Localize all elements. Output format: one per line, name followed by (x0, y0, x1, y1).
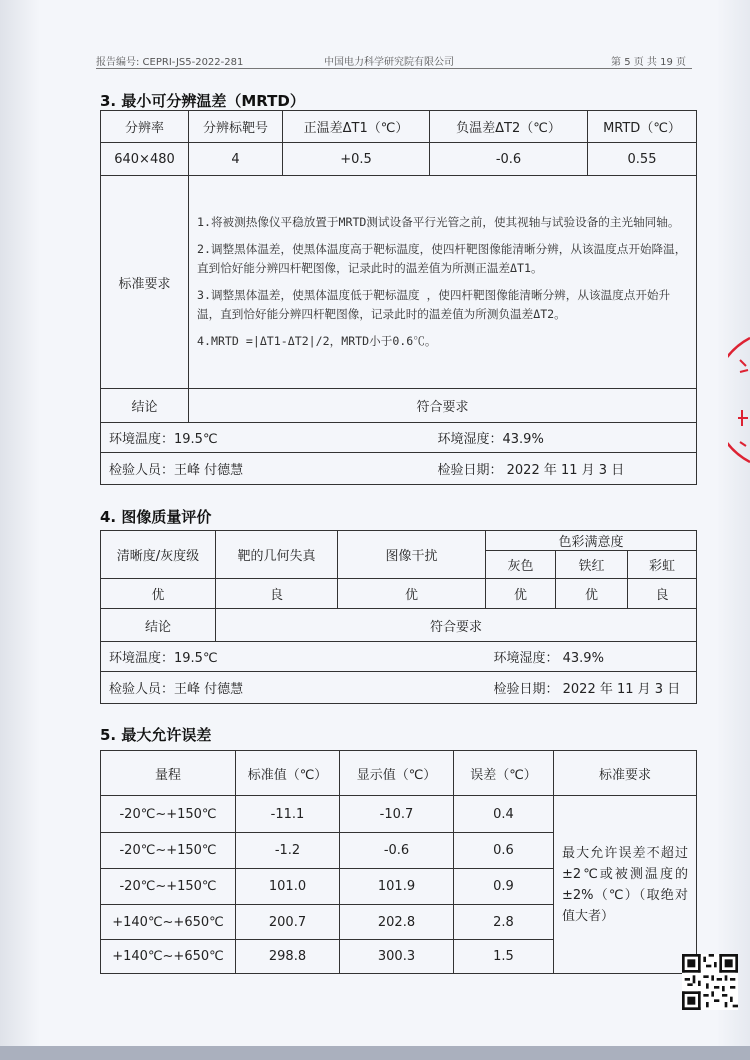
cell-standard-value: 298.8 (236, 940, 340, 974)
requirement-text: 最大允许误差不超过±2℃或被测温度的±2%（℃）（取绝对值大者） (554, 796, 697, 974)
max-error-table (100, 750, 697, 974)
standard-item: 1.将被测热像仪平稳放置于MRTD测试设备平行光管之前，使其视轴与试验设备的主光轴同轴。 (197, 215, 680, 229)
cell-standard-value: 200.7 (236, 905, 340, 940)
header-dt2: 负温差ΔT2（℃） (430, 111, 588, 143)
cell-display-value: -10.7 (340, 796, 454, 833)
cell-standard-value: 101.0 (236, 869, 340, 905)
cell-gray: 优 (486, 579, 556, 609)
standard-item: 2.调整黑体温差，使黑体温度高于靶标温度，使四杆靶图像能清晰分辨，从该温度点开始降温，直到恰好能分辨四杆靶图像，记录此时的温差值为所测正温差ΔT1。 (197, 242, 687, 275)
cell-target-no: 4 (189, 143, 283, 176)
header-iron-red: 铁红 (556, 551, 628, 579)
cell-display-value: -0.6 (340, 833, 454, 869)
cell-error: 1.5 (454, 940, 554, 974)
environment-temperature: 环境温度：19.5℃ (101, 423, 430, 453)
header-color-satisfaction: 色彩满意度 (486, 531, 697, 551)
cell-range: -20℃~+150℃ (101, 796, 236, 833)
conclusion-value: 符合要求 (216, 609, 697, 642)
cell-iron-red: 优 (556, 579, 628, 609)
cell-standard-value: -1.2 (236, 833, 340, 869)
scan-bottom-edge (0, 1046, 750, 1060)
header-gray: 灰色 (486, 551, 556, 579)
environment-temperature: 环境温度：19.5℃ (101, 642, 486, 672)
standard-requirements (189, 176, 697, 389)
cell-display-value: 101.9 (340, 869, 454, 905)
header-resolution: 分辨率 (101, 111, 189, 143)
header-target-no: 分辨标靶号 (189, 111, 283, 143)
cell-error: 0.4 (454, 796, 554, 833)
conclusion-label: 结论 (101, 609, 216, 642)
header-standard-value: 标准值（℃） (236, 751, 340, 796)
cell-distortion: 良 (216, 579, 338, 609)
standard-item: 4.MRTD =|ΔT1-ΔT2|/2，MRTD小于0.6℃。 (197, 334, 437, 348)
header-range: 量程 (101, 751, 236, 796)
cell-range: -20℃~+150℃ (101, 833, 236, 869)
header-requirement: 标准要求 (554, 751, 697, 796)
page-number: 第 5 页 共 19 页 (611, 57, 686, 68)
organization-name: 中国电力科学研究院有限公司 (324, 57, 454, 68)
section-5-title: 5. 最大允许误差 (100, 726, 212, 744)
mrtd-table (100, 110, 697, 485)
header-mrtd: MRTD（℃） (588, 111, 697, 143)
cell-interference: 优 (338, 579, 486, 609)
cell-dt2: -0.6 (430, 143, 588, 176)
cell-error: 2.8 (454, 905, 554, 940)
red-stamp-icon (728, 330, 750, 470)
header-interference: 图像干扰 (338, 531, 486, 579)
standard-item: 3.调整黑体温差，使黑体温度低于靶标温度 ，使四杆靶图像能清晰分辨，从该温度点开始升温，直到恰好能分辨四杆靶图像，记录此时的温差值为所测负温差ΔT2。 (197, 288, 671, 321)
page-header (96, 52, 692, 69)
cell-resolution: 640×480 (101, 143, 189, 176)
cell-error: 0.6 (454, 833, 554, 869)
image-quality-table (100, 530, 697, 704)
header-display-value: 显示值（℃） (340, 751, 454, 796)
inspection-date: 检验日期： 2022 年 11 月 3 日 (430, 453, 697, 485)
cell-display-value: 300.3 (340, 940, 454, 974)
header-clarity: 清晰度/灰度级 (101, 531, 216, 579)
cell-dt1: +0.5 (283, 143, 430, 176)
inspection-date: 检验日期： 2022 年 11 月 3 日 (486, 672, 697, 704)
header-distortion: 靶的几何失真 (216, 531, 338, 579)
inspector: 检验人员：王峰 付德慧 (101, 672, 486, 704)
inspector: 检验人员：王峰 付德慧 (101, 453, 430, 485)
cell-standard-value: -11.1 (236, 796, 340, 833)
cell-rainbow: 良 (628, 579, 697, 609)
environment-humidity: 环境湿度：43.9% (430, 423, 697, 453)
standard-label: 标准要求 (101, 176, 189, 389)
page-edge-shadow-right (716, 0, 750, 1060)
cell-error: 0.9 (454, 869, 554, 905)
cell-range: -20℃~+150℃ (101, 869, 236, 905)
header-error: 误差（℃） (454, 751, 554, 796)
header-dt1: 正温差ΔT1（℃） (283, 111, 430, 143)
environment-humidity: 环境湿度： 43.9% (486, 642, 697, 672)
report-number: 报告编号: CEPRI-JS5-2022-281 (96, 57, 244, 68)
header-rainbow: 彩虹 (628, 551, 697, 579)
cell-range: +140℃~+650℃ (101, 905, 236, 940)
cell-clarity: 优 (101, 579, 216, 609)
conclusion-value: 符合要求 (189, 389, 697, 423)
page-edge-shadow (0, 0, 40, 1060)
section-4-title: 4. 图像质量评价 (100, 508, 212, 526)
section-3-title: 3. 最小可分辨温差（MRTD） (100, 92, 305, 110)
cell-range: +140℃~+650℃ (101, 940, 236, 974)
cell-mrtd: 0.55 (588, 143, 697, 176)
cell-display-value: 202.8 (340, 905, 454, 940)
conclusion-label: 结论 (101, 389, 189, 423)
qr-code-icon (682, 954, 738, 1010)
